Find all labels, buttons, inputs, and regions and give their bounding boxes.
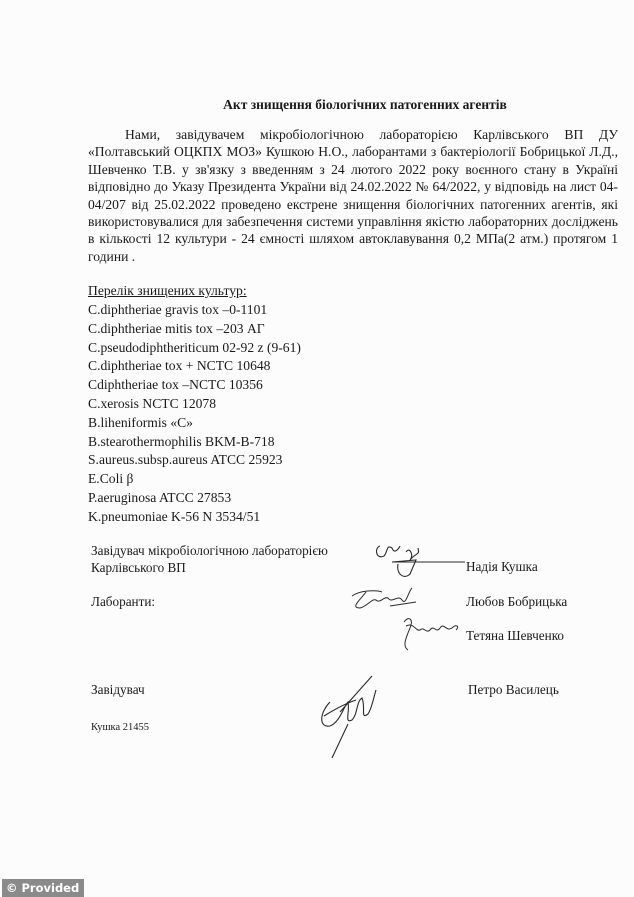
culture-item: C.xerosis NCTC 12078 — [88, 395, 217, 411]
signature-kushka — [370, 538, 470, 588]
signature-shevchenko — [396, 612, 466, 654]
culture-item: S.aureus.subsp.aureus ATCC 25923 — [88, 452, 283, 468]
head-lab-title-line2: Карлівського ВП — [91, 560, 186, 575]
footer-note: Кушка 21455 — [91, 722, 150, 733]
culture-item: C.pseudodiphtheriticum 02-92 z (9-61) — [88, 339, 301, 355]
signature-vasylets — [310, 672, 390, 762]
culture-item: P.aeruginosa ATCC 27853 — [88, 489, 232, 505]
culture-item: C.diphtheriae gravis tox –0-1101 — [88, 302, 268, 317]
culture-item: E.Coli β — [88, 471, 134, 487]
head-lab-title-line1: Завідувач мікробіологічною лабораторією — [91, 543, 328, 558]
cultures-list-heading: Перелік знищених культур: — [88, 283, 247, 298]
assistant2-name: Тетяна Шевченко — [466, 628, 565, 643]
culture-item: C.diphtheriae mitis tox –203 АГ — [88, 320, 265, 336]
cultures-list — [88, 301, 301, 527]
body-paragraph — [88, 126, 618, 265]
head-lab-title — [91, 542, 328, 576]
provided-credit-badge: © Provided — [2, 879, 84, 897]
document-title: Акт знищення біологічних патогенних агентів — [223, 97, 507, 112]
assistant1-name: Любов Бобрицька — [466, 594, 568, 609]
culture-item: B.liheniformis «C» — [88, 414, 193, 430]
culture-item: B.stearothermophilis BKM-B-718 — [88, 433, 275, 449]
head-name: Петро Василець — [468, 682, 559, 697]
head-title: Завідувач — [91, 682, 145, 697]
culture-item: K.pneumoniae K-56 N 3534/51 — [88, 508, 261, 524]
culture-item: C.diphtheriae tox + NCTC 10648 — [88, 358, 271, 374]
body-paragraph-text: Нами, завідувачем мікробіологічною лабораторією Карлівського ВП ДУ «Полтавський ОЦКПХ МОЗ» Кушкою Н.О., лаборантами з бактеріології Бобрицької Л.Д., Шевченко Т.В. у зв'язку з введенням з 24 лютого 2022 року воєнного стану в Україні відповідно до Указу Президента України від 24.02.2022 № 64/2022, у відповідь на лист 04-04/207 від 25.02.2022 проведено екстрене знищення біологічних патогенних агентів, які використовувалися для забезпечення системи управління якістю лабораторних досліджень в кількості 12 культури - 24 ємності шляхом автоклавування 0,2 МПа(2 атм.) протягом 1 години . — [88, 127, 618, 264]
lab-assistants-title: Лаборанти: — [91, 594, 156, 609]
head-lab-name: Надія Кушка — [466, 559, 538, 574]
culture-item: Cdiphtheriae tox –NCTC 10356 — [88, 377, 263, 393]
signature-bobrytska — [346, 584, 426, 614]
